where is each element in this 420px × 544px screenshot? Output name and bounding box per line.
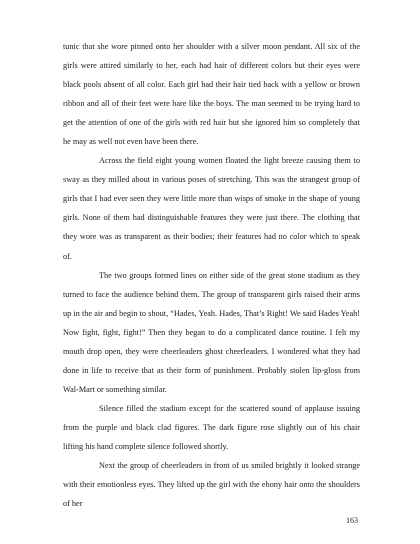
page-number: 163 (346, 516, 358, 525)
paragraph: Silence filled the stadium except for the scattered sound of applause issuing from the purple and black clad figures. The dark figure rose slightly out of his chair lifting his hand complete silence followed shortly. (63, 403, 360, 451)
body-text (63, 37, 360, 513)
paragraph: The two groups formed lines on either side of the great stone stadium as they turned to face the audience behind them. The group of transparent girls raised their arms up in the air and begin to shout, “Hades, Yeah. Hades, That’s Right! We said Hades Yeah! Now fight, fight, fight!” Then they began to do a complicated dance routine. I felt my mouth drop open, they were cheerleaders ghost cheerleaders. I wondered what they had done in life to receive that as their form of punishment. Probably stolen lip-gloss from Wal-Mart or something similar. (63, 270, 360, 394)
paragraph: Next the group of cheerleaders in front of us smiled brightly it looked strange with their emotionless eyes. They lifted up the girl with the ebony hair onto the shoulders of her (63, 461, 360, 509)
paragraph: tunic that she wore pinned onto her shoulder with a silver moon pendant. All six of the girls were attired similarly to her, each had hair of different colors but their eyes were black pools absent of all color. Each girl had their hair tied back with a yellow or brown ribbon and all of their feet were bare like the boys. The man seemed to be trying hard to get the attention of one of the girls with red hair but she ignored him so completely that he may as well not even have been there. (63, 42, 360, 147)
paragraph: Across the field eight young women floated the light breeze causing them to sway as they milled about in various poses of stretching. This was the strangest group of girls that I had ever seen they were little more than wisps of smoke in the shape of young girls. None of them had distinguishable features they were just there. The clothing that they wore was as transparent as their bodies; their features had no color which to speak of. (63, 156, 360, 261)
